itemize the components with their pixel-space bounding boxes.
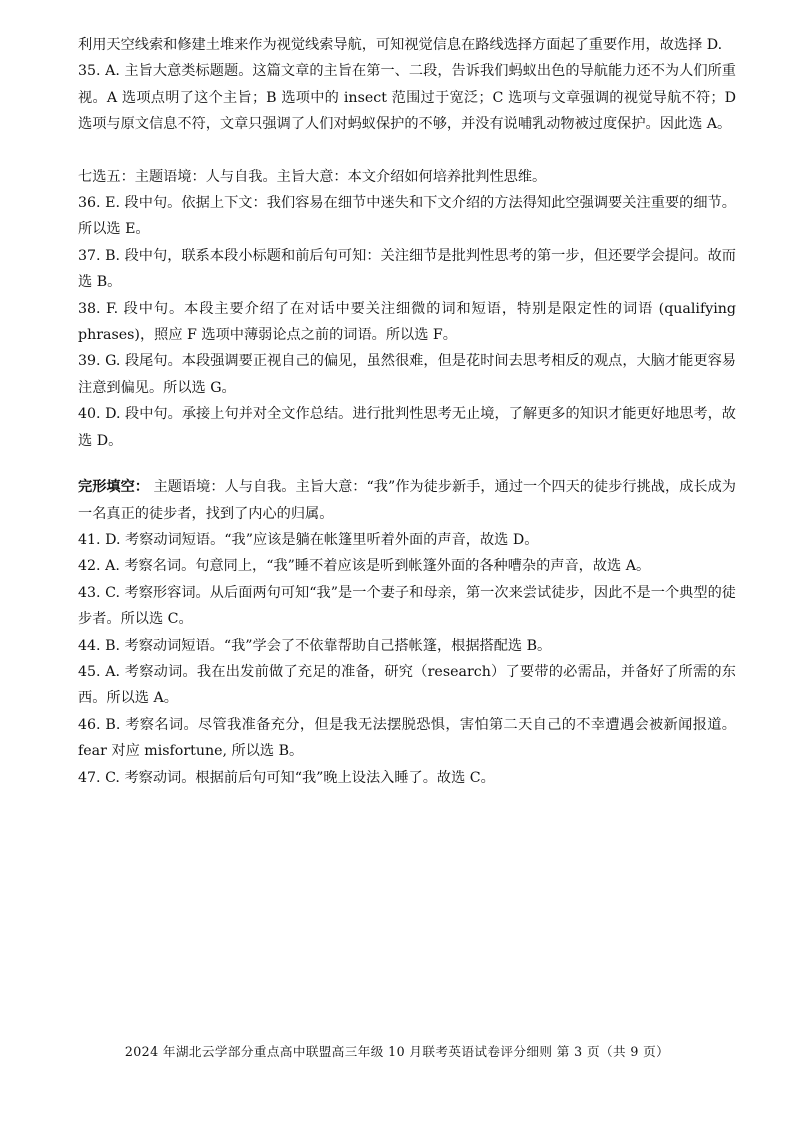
answer-45: 45. A. 考察动词。我在出发前做了充足的准备，研究（research）了要带的必需品，并备好了所需的东西。所以选 A。 <box>78 663 736 707</box>
answer-40: 40. D. 段中句。承接上句并对全文作总结。进行批判性思考无止境，了解更多的知识才能更好地思考，故选 D。 <box>78 406 736 449</box>
answer-41: 41. D. 考察动词短语。“我”应该是躺在帐篷里听着外面的声音，故选 D。 <box>78 531 539 548</box>
answer-37: 37. B. 段中句，联系本段小标题和前后句可知：关注细节是批判性思考的第一步，但还要学会提问。故而选 B。 <box>78 247 736 291</box>
answer-continuation: 利用天空线索和修建土堆来作为视觉线索导航，可知视觉信息在路线选择方面起了重要作用，故选择 D. <box>78 37 723 53</box>
answer-47: 47. C. 考察动词。根据前后句可知“我”晚上设法入睡了。故选 C。 <box>78 769 495 786</box>
answer-36: 36. E. 段中句。依据上下文：我们容易在细节中迷失和下文介绍的方法得知此空强调要关注重要的细节。所以选 E。 <box>78 195 736 238</box>
answer-38: 38. F. 段中句。本段主要介绍了在对话中要关注细微的词和短语，特别是限定性的词语 (qualifying phrases)，照应 F 选项中薄弱论点之前的词语。所以选 F。 <box>78 300 736 344</box>
cloze-intro-paragraph <box>78 474 736 527</box>
answer-44: 44. B. 考察动词短语。“我”学会了不依靠帮助自己搭帐篷，根据搭配选 B。 <box>78 637 552 654</box>
section-title-seven-choose-five: 七选五：主题语境：人与自我。主旨大意：本文介绍如何培养批判性思维。 <box>78 168 547 185</box>
cloze-intro-text: 主题语境：人与自我。主旨大意：“我”作为徒步新手，通过一个四天的徒步行挑战，成长成为一名真正的徒步者，找到了内心的归属。 <box>78 479 736 522</box>
page-footer: 2024 年湖北云学部分重点高中联盟高三年级 10 月联考英语试卷评分细则 第 3 页（共 9 页） <box>124 1044 670 1059</box>
answer-42: 42. A. 考察名词。句意同上，“我”睡不着应该是听到帐篷外面的各种嘈杂的声音，故选 A。 <box>78 558 651 575</box>
section-gap <box>78 454 736 474</box>
cloze-label: 完形填空： <box>78 479 149 496</box>
answer-46: 46. B. 考察名词。尽管我准备充分，但是我无法摆脱恐惧，害怕第二天自己的不幸遭遇会被新闻报道。fear 对应 misfortune, 所以选 B。 <box>78 716 736 760</box>
answer-43: 43. C. 考察形容词。从后面两句可知“我”是一个妻子和母亲，第一次来尝试徒步，因此不是一个典型的徒步者。所以选 C。 <box>78 584 736 628</box>
section-gap <box>78 138 736 164</box>
answer-39: 39. G. 段尾句。本段强调要正视自己的偏见，虽然很难，但是花时间去思考相反的观点，大脑才能更容易注意到偏见。所以选 G。 <box>78 353 736 396</box>
answer-35: 35. A. 主旨大意类标题题。这篇文章的主旨在第一、二段，告诉我们蚂蚁出色的导航能力还不为人们所重视。A 选项点明了这个主旨；B 选项中的 insect 范围过于宽泛；C 选项与文章强调的视觉导航不符；D 选项与原文信息不符，文章只强调了人们对蚂蚁保护的不够，并没有说哺乳动物被过度保护。因此选 A。 <box>78 63 736 133</box>
